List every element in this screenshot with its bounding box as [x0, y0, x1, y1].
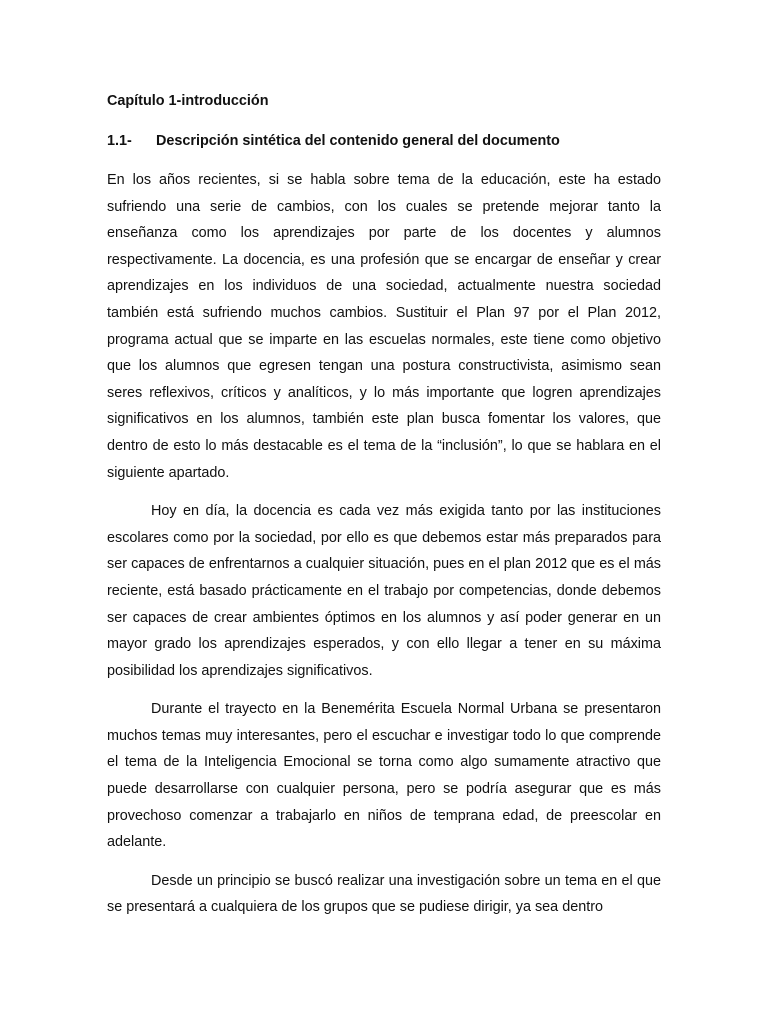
paragraph-4: Desde un principio se buscó realizar una investigación sobre un tema en el que se presentará a cualquiera de los grupos que se pudiese dirigir, ya sea dentro [107, 872, 661, 916]
section-number: 1.1- [107, 133, 132, 149]
paragraph-1: En los años recientes, si se habla sobre tema de la educación, este ha estado sufriendo una serie de cambios, con los cuales se pretende mejorar tanto la enseñanza como los aprendizajes por parte de los docentes y alumnos respectivamente. La docencia, es una profesión que se encargar de enseñar y crear aprendizajes en los individuos de una sociedad, actualmente nuestra sociedad también está sufriendo muchos cambios. Sustituir el Plan 97 por el Plan 2012, programa actual que se imparte en las escuelas normales, este tiene como objetivo que los alumnos que egresen tengan una postura constructivista, asimismo sean seres reflexivos, críticos y analíticos, y lo más importante que logren aprendizajes significativos en los alumnos, también este plan busca fomentar los valores, que dentro de esto lo más destacable es el tema de la “inclusión”, lo que se hablara en el siguiente apartado. [107, 172, 661, 481]
chapter-title: Capítulo 1-introducción [107, 93, 269, 109]
document-page [107, 88, 661, 933]
paragraph-2: Hoy en día, la docencia es cada vez más exigida tanto por las instituciones escolares como por la sociedad, por ello es que debemos estar más preparados para ser capaces de enfrentarnos a cualquier situación, pues en el plan 2012 que es el más reciente, está basado prácticamente en el trabajo por competencias, donde debemos ser capaces de crear ambientes óptimos en los alumnos y así poder generar en un mayor grado los aprendizajes esperados, y con ello llegar a tener en su máxima posibilidad los aprendizajes significativos. [107, 503, 661, 679]
section-heading [107, 128, 661, 154]
paragraph-3: Durante el trayecto en la Benemérita Escuela Normal Urbana se presentaron muchos temas muy interesantes, pero el escuchar e investigar todo lo que comprende el tema de la Inteligencia Emocional se torna como algo sumamente atractivo que puede desarrollarse con cualquier persona, pero se podría asegurar que es más provechoso comenzar a trabajarlo en niños de temprana edad, de preescolar en adelante. [107, 701, 661, 851]
section-title: Descripción sintética del contenido general del documento [156, 133, 560, 149]
